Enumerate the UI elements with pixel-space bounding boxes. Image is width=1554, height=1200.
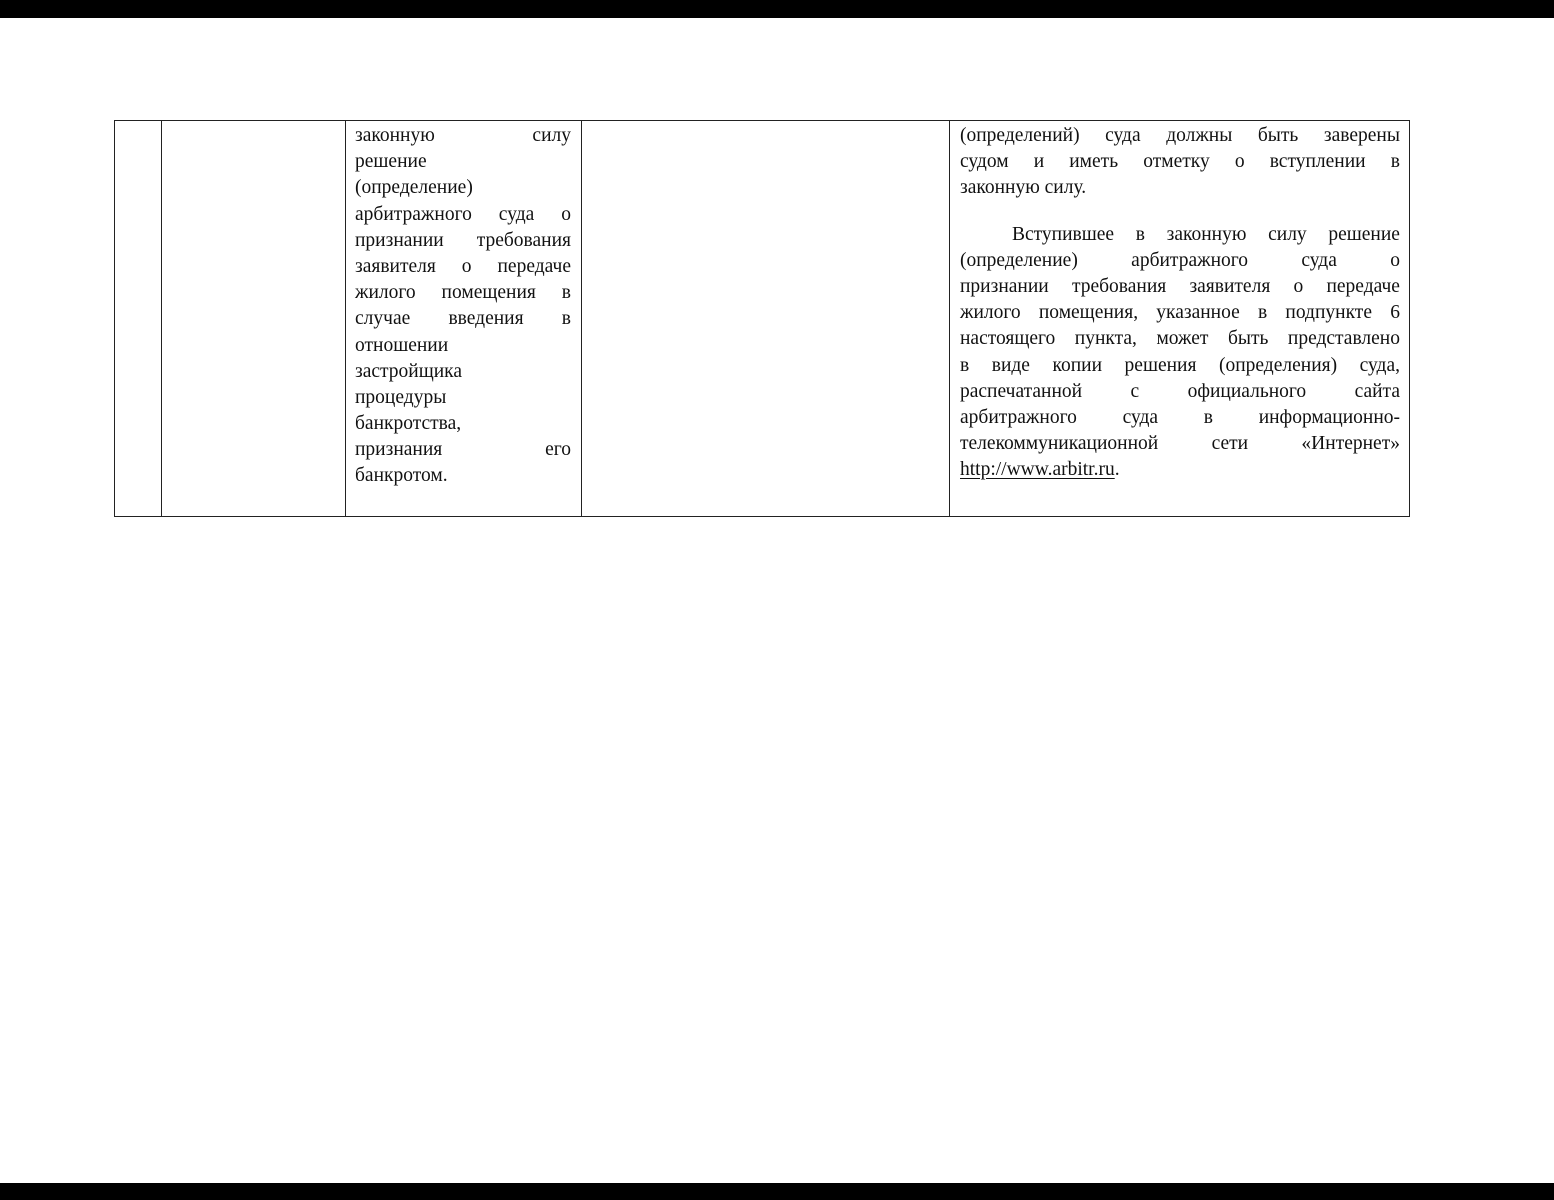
- text-line: [960, 326, 1400, 352]
- word: отношении: [355, 334, 449, 356]
- word: заверены: [1323, 125, 1400, 146]
- word: в: [1257, 302, 1268, 324]
- text-line: [960, 274, 1400, 300]
- text-line: [355, 202, 571, 228]
- word: 6: [1390, 302, 1400, 324]
- word: о: [1293, 275, 1304, 297]
- column-divider-1: [161, 121, 162, 516]
- text-line: [355, 280, 571, 306]
- word: суда: [1105, 125, 1141, 146]
- word: законную силу.: [960, 177, 1087, 199]
- text-line: [960, 300, 1400, 326]
- word: указанное: [1156, 302, 1240, 324]
- text-line: [355, 359, 571, 385]
- word: информационно-: [1258, 406, 1400, 428]
- word: признания: [355, 439, 443, 461]
- word: (определения): [1218, 354, 1338, 376]
- word: банкротства,: [355, 413, 462, 435]
- word: (определение): [960, 249, 1078, 271]
- word: иметь: [1069, 151, 1119, 173]
- word: в: [561, 282, 571, 304]
- word: официального: [1187, 380, 1307, 402]
- word: банкротом.: [355, 465, 448, 487]
- document-table: [114, 120, 1410, 517]
- word: помещения,: [1038, 302, 1139, 324]
- text-line: [355, 333, 571, 359]
- word: «Интернет»: [1301, 433, 1400, 455]
- text-line: [355, 254, 571, 280]
- word: застройщика: [355, 360, 462, 382]
- word: должны: [1166, 125, 1233, 146]
- word: арбитражного: [355, 203, 472, 225]
- word: признании: [960, 275, 1049, 297]
- word: представлено: [1287, 328, 1400, 350]
- link-suffix: .: [1114, 459, 1120, 481]
- word: решение: [355, 151, 427, 173]
- word: Вступившее: [1012, 223, 1115, 245]
- text-line: [355, 149, 571, 175]
- text-line: [960, 405, 1400, 431]
- word: и: [1033, 151, 1045, 173]
- text-line: [355, 463, 571, 489]
- word: о: [1234, 151, 1245, 173]
- word: в: [1203, 406, 1213, 428]
- word: арбитражного: [1131, 249, 1249, 271]
- word: решение: [1328, 223, 1400, 245]
- word: быть: [1257, 125, 1299, 146]
- word: о: [561, 203, 571, 225]
- word: сети: [1211, 433, 1249, 455]
- text-line: [355, 175, 571, 201]
- text-line: [355, 385, 571, 411]
- word: в: [960, 354, 970, 376]
- link-line: [960, 457, 1400, 483]
- word: судом: [960, 151, 1009, 173]
- word: сайта: [1354, 380, 1400, 402]
- word: пункта,: [1074, 328, 1137, 350]
- word: законную: [1166, 223, 1247, 245]
- text-line: [960, 222, 1400, 248]
- text-line: [355, 411, 571, 437]
- word: требования: [1071, 275, 1167, 297]
- word: случае: [355, 308, 411, 330]
- paragraph-certification: [960, 123, 1400, 202]
- word: его: [545, 439, 571, 461]
- column-divider-2: [345, 121, 346, 516]
- text-line: [960, 149, 1400, 175]
- text-line: [355, 306, 571, 332]
- word: (определение): [355, 177, 473, 199]
- word: силу: [1268, 223, 1307, 245]
- text-line: [960, 248, 1400, 274]
- word: арбитражного: [960, 406, 1077, 428]
- scan-border-top: [0, 0, 1554, 18]
- word: передаче: [1326, 275, 1400, 297]
- paragraph-court-decision: [960, 222, 1400, 458]
- text-line: [355, 123, 571, 149]
- word: законную: [355, 125, 435, 146]
- column-divider-4: [949, 121, 950, 516]
- scan-border-bottom: [0, 1183, 1554, 1200]
- cell-column-3-text: [355, 123, 571, 490]
- word: признании: [355, 229, 444, 251]
- word: процедуры: [355, 386, 447, 408]
- word: силу: [532, 125, 571, 146]
- text-line: [960, 353, 1400, 379]
- word: заявителя: [355, 255, 436, 277]
- word: передаче: [497, 255, 571, 277]
- cell-column-5-text: [960, 123, 1400, 483]
- word: суда: [498, 203, 535, 225]
- word: о: [461, 255, 472, 277]
- text-line: [960, 379, 1400, 405]
- word: в: [1390, 151, 1400, 173]
- word: заявителя: [1189, 275, 1271, 297]
- word: виде: [991, 354, 1030, 376]
- word: требования: [476, 229, 571, 251]
- word: быть: [1227, 328, 1269, 350]
- word: копии: [1052, 354, 1103, 376]
- text-line: [960, 123, 1400, 149]
- word: суда: [1301, 249, 1337, 271]
- word: в: [561, 308, 571, 330]
- word: помещения: [441, 282, 536, 304]
- word: суда: [1122, 406, 1159, 428]
- word: вступлении: [1269, 151, 1366, 173]
- column-divider-3: [581, 121, 582, 516]
- word: настоящего: [960, 328, 1056, 350]
- text-line: [960, 175, 1400, 201]
- word: отметку: [1143, 151, 1210, 173]
- word: может: [1156, 328, 1209, 350]
- word: (определений): [960, 125, 1080, 146]
- word: жилого: [960, 302, 1021, 324]
- arbitr-link[interactable]: http://www.arbitr.ru: [960, 459, 1115, 481]
- word: телекоммуникационной: [960, 433, 1159, 455]
- word: распечатанной: [960, 380, 1083, 402]
- word: жилого: [355, 282, 416, 304]
- word: о: [1390, 249, 1400, 271]
- word: суда,: [1359, 354, 1400, 376]
- text-line: [960, 431, 1400, 457]
- word: с: [1130, 380, 1140, 402]
- word: в: [1135, 223, 1145, 245]
- word: подпункте: [1285, 302, 1372, 324]
- word: решения: [1124, 354, 1197, 376]
- text-line: [355, 437, 571, 463]
- text-line: [355, 228, 571, 254]
- word: введения: [448, 308, 524, 330]
